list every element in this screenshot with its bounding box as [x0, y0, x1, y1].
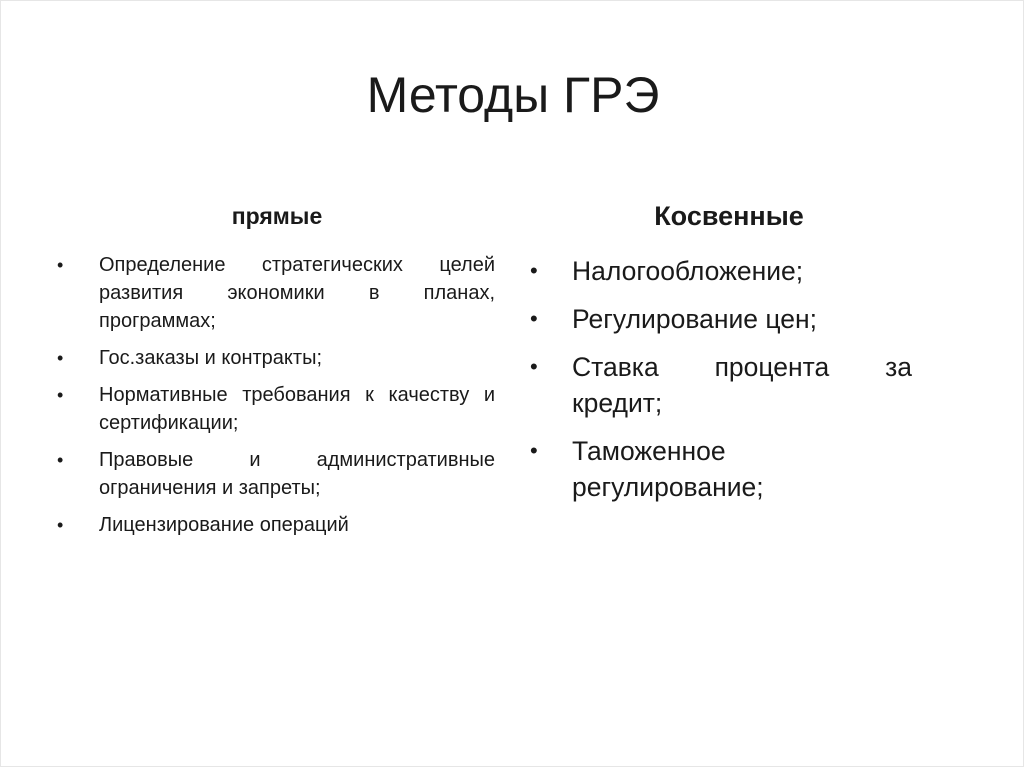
list-item [530, 301, 912, 337]
list-item-text: Таможенное регулирование; [572, 436, 764, 502]
indirect-methods-list [530, 253, 912, 517]
list-item-text: Налогообложение; [572, 256, 804, 286]
list-item-text: Ставка процента за кредит; [572, 352, 912, 418]
list-item-text: Нормативные требования к качеству и сертификации; [99, 384, 495, 434]
bullet-icon: • [530, 438, 538, 463]
direct-methods-list [57, 251, 495, 548]
bullet-icon: • [57, 450, 64, 470]
list-item-text: Правовые и административные ограничения и запреты; [99, 449, 495, 499]
bullet-icon: • [57, 515, 64, 535]
list-item [530, 433, 912, 505]
indirect-methods-heading: Косвенные [654, 201, 804, 231]
list-item-text: Гос.заказы и контракты; [99, 347, 322, 369]
bullet-icon: • [530, 258, 538, 283]
list-item [57, 511, 495, 539]
list-item [57, 251, 495, 335]
list-item-text: Регулирование цен; [572, 304, 817, 334]
bullet-icon: • [530, 306, 538, 331]
slide-title: Методы ГРЭ [366, 67, 660, 123]
list-item-text: Лицензирование операций [99, 514, 349, 536]
list-item-text: Определение стратегических целей развития экономики в планах, программах; [99, 254, 495, 332]
list-item [57, 381, 495, 437]
list-item [57, 344, 495, 372]
direct-methods-heading: прямые [231, 203, 323, 229]
list-item [530, 253, 912, 289]
list-item [57, 446, 495, 502]
bullet-icon: • [530, 354, 538, 379]
bullet-icon: • [57, 348, 64, 368]
bullet-icon: • [57, 255, 64, 275]
bullet-icon: • [57, 385, 64, 405]
list-item [530, 349, 912, 421]
